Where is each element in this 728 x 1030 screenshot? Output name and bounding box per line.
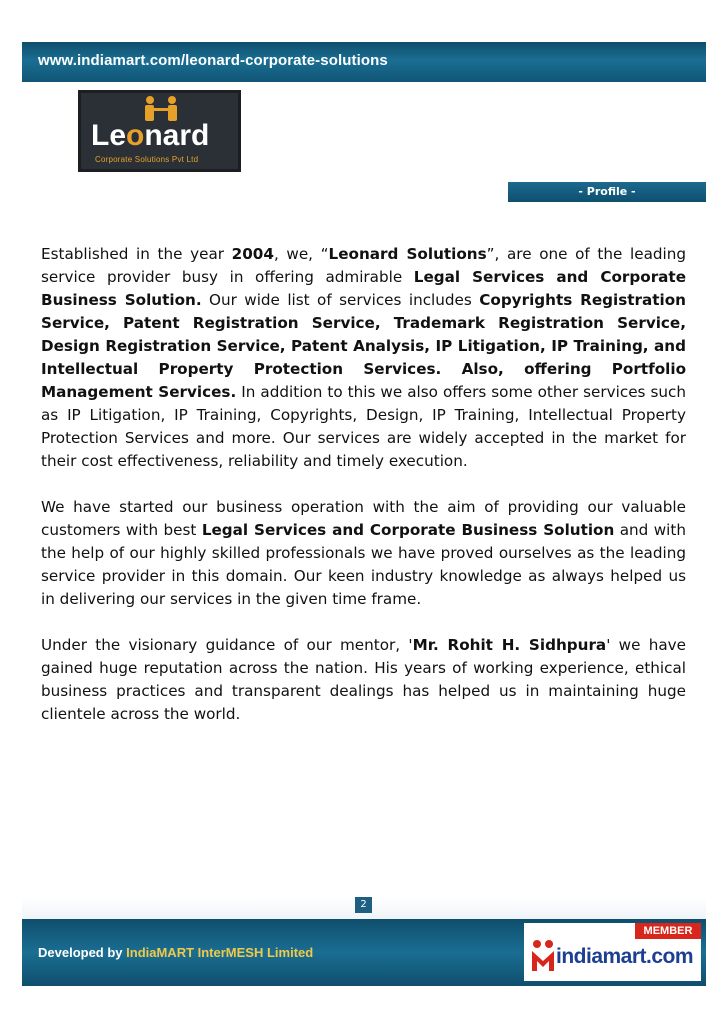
text-run-bold: Legal Services and Corporate Business Solution	[201, 521, 615, 539]
paragraph-2	[41, 496, 686, 611]
header-url: www.indiamart.com/leonard-corporate-solutions	[38, 52, 388, 69]
text-run-bold: Legal Services and Corporate Business Solution.	[41, 268, 686, 309]
leonard-logo	[78, 90, 241, 172]
text-run: , we, “	[273, 245, 329, 263]
profile-tab: - Profile -	[508, 182, 706, 202]
text-run-bold: Copyrights Registration Service, Patent Registration Service, Trademark Registration Service, Design Registration Service, Patent Analysis, IP Litigation, IP Training, and Intellectual Property Protection Services. Also, offering Portfolio Management Services.	[41, 291, 686, 401]
text-run: We have started our business operation with the aim of providing our valuable customers with best	[41, 498, 686, 539]
developed-by-label: Developed by	[38, 945, 127, 960]
page-number: 2	[355, 897, 372, 913]
developer-link[interactable]: IndiaMART InterMESH Limited	[126, 945, 314, 960]
logo-word-pre: Le	[91, 119, 127, 152]
logo-wordmark	[91, 121, 209, 151]
text-run-bold: Leonard Solutions	[328, 245, 487, 263]
profile-bar	[22, 182, 706, 202]
logo-word-post: nard	[144, 119, 210, 152]
text-run-bold: Mr. Rohit H. Sidhpura	[412, 636, 607, 654]
text-run: Established in the year	[41, 245, 232, 263]
paragraph-1	[41, 243, 686, 473]
member-tag: MEMBER	[635, 923, 701, 939]
text-run: and with the help of our highly skilled professionals we have proved ourselves as the leading service provider in this domain. Our keen industry knowledge as always helped us in delivering our services in the given time frame.	[41, 521, 686, 608]
text-run-bold: 2004	[231, 245, 274, 263]
text-run: Our wide list of services includes	[201, 291, 480, 309]
paragraph-3	[41, 634, 686, 726]
indiamart-logo-icon	[530, 939, 556, 973]
footer-bar	[22, 919, 706, 986]
developed-by-text	[38, 945, 313, 960]
text-run: ”, are one of the leading service provider busy in offering admirable	[41, 245, 686, 286]
text-run: Under the visionary guidance of our mentor, '	[41, 636, 413, 654]
profile-body	[41, 243, 686, 749]
logo-word-o: o	[126, 119, 145, 152]
text-run: ' we have gained huge reputation across the nation. His years of working experience, ethical business practices and transparent dealings has helped us in maintaining huge clientele across the world.	[41, 636, 686, 723]
indiamart-brand: indiamart.com	[556, 945, 694, 968]
indiamart-member-badge[interactable]	[524, 923, 701, 981]
header-bar	[22, 42, 706, 82]
logo-subtitle: Corporate Solutions Pvt Ltd	[95, 155, 199, 164]
text-run: In addition to this we also offers some other services such as IP Litigation, IP Training, Copyrights, Design, IP Training, Intellectual Property Protection Services and more. Our services are widely accepted in the market for their cost effectiveness, reliability and timely execution.	[41, 383, 687, 470]
